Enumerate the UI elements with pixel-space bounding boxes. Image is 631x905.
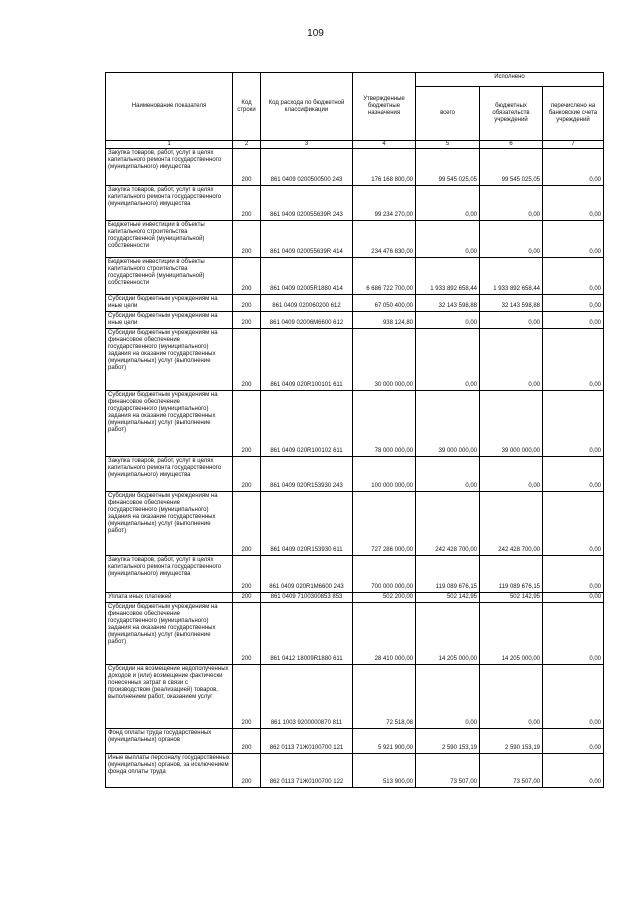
row-name: Субсидии бюджетным учреждениям на финансовое обеспечение государственного (муниципального) задания на оказание государственных (муниципальных) услуг (выполнение работ) xyxy=(106,603,233,665)
executed-budget-institutions: 0,00 xyxy=(480,221,543,258)
budget-code: 861 0409 7100300853 853 xyxy=(261,593,353,603)
row-name: Субсидии бюджетным учреждениям на иные цели xyxy=(106,312,233,329)
approved-amount: 234 476 830,00 xyxy=(353,221,416,258)
budget-code: 862 0113 71Ж0100700 121 xyxy=(261,729,353,754)
header-bank-accounts: перечислено на банковские счета учреждений xyxy=(543,87,604,141)
row-name: Уплата иных платежей xyxy=(106,593,233,603)
table-row xyxy=(106,391,604,457)
approved-amount: 78 000 000,00 xyxy=(353,391,416,457)
approved-amount: 67 050 400,00 xyxy=(353,295,416,312)
transferred-bank-accounts: 0,00 xyxy=(543,312,604,329)
budget-code: 861 0409 020R153930 611 xyxy=(261,492,353,556)
executed-budget-institutions: 73 507,00 xyxy=(480,754,543,788)
approved-amount: 30 000 000,00 xyxy=(353,329,416,391)
approved-amount: 700 000 000,00 xyxy=(353,556,416,593)
row-name: Фонд оплаты труда государственных (муниципальных) органов xyxy=(106,729,233,754)
approved-amount: 6 686 722 700,00 xyxy=(353,258,416,295)
header-total: всего xyxy=(416,87,480,141)
transferred-bank-accounts: 0,00 xyxy=(543,457,604,492)
table-row xyxy=(106,665,604,729)
row-name: Субсидии бюджетным учреждениям на финансовое обеспечение государственного (муниципального) задания на оказание государственных (муниципальных) услуг (выполнение работ) xyxy=(106,391,233,457)
header-budget-institutions: бюджетных обязательств учреждений xyxy=(480,87,543,141)
header-name: Наименование показателя xyxy=(106,73,233,141)
executed-total: 0,00 xyxy=(416,665,480,729)
executed-total: 0,00 xyxy=(416,329,480,391)
row-name: Закупка товаров, работ, услуг в целях капитального ремонта государственного (муниципального) имущества xyxy=(106,556,233,593)
budget-code: 861 0409 020055639R 243 xyxy=(261,186,353,221)
executed-total: 99 545 025,05 xyxy=(416,149,480,186)
transferred-bank-accounts: 0,00 xyxy=(543,665,604,729)
executed-budget-institutions: 0,00 xyxy=(480,186,543,221)
table-row xyxy=(106,457,604,492)
executed-total: 73 507,00 xyxy=(416,754,480,788)
header-budget-code: Код расхода по бюджетной классификации xyxy=(261,73,353,141)
executed-total: 32 143 598,88 xyxy=(416,295,480,312)
executed-budget-institutions: 39 000 000,00 xyxy=(480,391,543,457)
row-name: Закупка товаров, работ, услуг в целях капитального ремонта государственного (муниципального) имущества xyxy=(106,186,233,221)
column-numbers-row xyxy=(106,141,604,149)
executed-total: 39 000 000,00 xyxy=(416,391,480,457)
executed-budget-institutions: 119 089 676,15 xyxy=(480,556,543,593)
approved-amount: 5 921 900,00 xyxy=(353,729,416,754)
transferred-bank-accounts: 0,00 xyxy=(543,186,604,221)
column-number: 1 xyxy=(106,141,233,149)
transferred-bank-accounts: 0,00 xyxy=(543,391,604,457)
table-row xyxy=(106,492,604,556)
table-row xyxy=(106,603,604,665)
header-executed: Исполнено xyxy=(416,73,604,87)
approved-amount: 72 518,08 xyxy=(353,665,416,729)
executed-budget-institutions: 99 545 025,05 xyxy=(480,149,543,186)
executed-total: 2 590 153,19 xyxy=(416,729,480,754)
table-row xyxy=(106,258,604,295)
table-row xyxy=(106,221,604,258)
row-name: Иные выплаты персоналу государственных (муниципальных) органов, за исключением фонда оплаты труда xyxy=(106,754,233,788)
column-number: 7 xyxy=(543,141,604,149)
budget-code: 861 0409 0200500500 243 xyxy=(261,149,353,186)
table-row xyxy=(106,312,604,329)
budget-code: 861 0409 020R1М6600 243 xyxy=(261,556,353,593)
row-name: Субсидии бюджетным учреждениям на иные цели xyxy=(106,295,233,312)
row-name: Закупка товаров, работ, услуг в целях капитального ремонта государственного (муниципального) имущества xyxy=(106,149,233,186)
executed-total: 119 089 676,15 xyxy=(416,556,480,593)
executed-total: 1 933 892 658,44 xyxy=(416,258,480,295)
table-row xyxy=(106,556,604,593)
transferred-bank-accounts: 0,00 xyxy=(543,754,604,788)
executed-budget-institutions: 14 205 000,00 xyxy=(480,603,543,665)
transferred-bank-accounts: 0,00 xyxy=(543,729,604,754)
row-name: Закупка товаров, работ, услуг в целях капитального ремонта государственного (муниципального) имущества xyxy=(106,457,233,492)
line-code: 200 xyxy=(233,329,261,391)
budget-code: 861 0409 02006М6600 612 xyxy=(261,312,353,329)
executed-budget-institutions: 0,00 xyxy=(480,312,543,329)
table-row xyxy=(106,593,604,603)
budget-code: 862 0113 71Ж0100700 122 xyxy=(261,754,353,788)
column-number: 4 xyxy=(353,141,416,149)
column-number: 3 xyxy=(261,141,353,149)
approved-amount: 502 200,00 xyxy=(353,593,416,603)
approved-amount: 100 000 000,00 xyxy=(353,457,416,492)
executed-budget-institutions: 242 428 700,00 xyxy=(480,492,543,556)
row-name: Бюджетные инвестиции в объекты капитального строительства государственной (муниципальной) собственности xyxy=(106,221,233,258)
column-number: 5 xyxy=(416,141,480,149)
line-code: 200 xyxy=(233,186,261,221)
approved-amount: 727 286 000,00 xyxy=(353,492,416,556)
approved-amount: 513 900,00 xyxy=(353,754,416,788)
header-line-code: Код строки xyxy=(233,73,261,141)
line-code: 200 xyxy=(233,149,261,186)
table-row xyxy=(106,186,604,221)
line-code: 200 xyxy=(233,593,261,603)
executed-total: 242 428 700,00 xyxy=(416,492,480,556)
line-code: 200 xyxy=(233,556,261,593)
transferred-bank-accounts: 0,00 xyxy=(543,492,604,556)
column-number: 2 xyxy=(233,141,261,149)
table-row xyxy=(106,149,604,186)
table-row xyxy=(106,329,604,391)
budget-execution-table xyxy=(105,72,604,788)
transferred-bank-accounts: 0,00 xyxy=(543,149,604,186)
budget-code: 861 0409 020R100101 611 xyxy=(261,329,353,391)
row-name: Бюджетные инвестиции в объекты капитального строительства государственной (муниципальной) собственности xyxy=(106,258,233,295)
line-code: 200 xyxy=(233,457,261,492)
line-code: 200 xyxy=(233,295,261,312)
executed-total: 0,00 xyxy=(416,457,480,492)
budget-code: 861 0412 18009R1880 611 xyxy=(261,603,353,665)
transferred-bank-accounts: 0,00 xyxy=(543,603,604,665)
approved-amount: 176 168 800,00 xyxy=(353,149,416,186)
approved-amount: 99 234 270,00 xyxy=(353,186,416,221)
transferred-bank-accounts: 0,00 xyxy=(543,593,604,603)
executed-budget-institutions: 0,00 xyxy=(480,665,543,729)
line-code: 200 xyxy=(233,312,261,329)
approved-amount: 28 410 000,00 xyxy=(353,603,416,665)
page-number: 109 xyxy=(307,28,324,39)
header-approved: Утвержденные бюджетные назначения xyxy=(353,73,416,141)
table-row xyxy=(106,754,604,788)
line-code: 200 xyxy=(233,729,261,754)
transferred-bank-accounts: 0,00 xyxy=(543,221,604,258)
executed-budget-institutions: 0,00 xyxy=(480,329,543,391)
budget-code: 861 0409 020055639R 414 xyxy=(261,221,353,258)
executed-total: 14 205 000,00 xyxy=(416,603,480,665)
executed-budget-institutions: 0,00 xyxy=(480,457,543,492)
executed-budget-institutions: 502 142,95 xyxy=(480,593,543,603)
budget-code: 861 0409 020R100102 611 xyxy=(261,391,353,457)
executed-total: 502 142,95 xyxy=(416,593,480,603)
executed-budget-institutions: 1 933 892 658,44 xyxy=(480,258,543,295)
line-code: 200 xyxy=(233,221,261,258)
row-name: Субсидии на возмещение недополученных доходов и (или) возмещение фактически понесенных затрат в связи с производством (реализацией) товаров, выполнением работ, оказанием услуг xyxy=(106,665,233,729)
row-name: Субсидии бюджетным учреждениям на финансовое обеспечение государственного (муниципального) задания на оказание государственных (муниципальных) услуг (выполнение работ) xyxy=(106,329,233,391)
executed-budget-institutions: 32 143 598,88 xyxy=(480,295,543,312)
row-name: Субсидии бюджетным учреждениям на финансовое обеспечение государственного (муниципального) задания на оказание государственных (муниципальных) услуг (выполнение работ) xyxy=(106,492,233,556)
line-code: 200 xyxy=(233,258,261,295)
budget-code: 861 0409 020R153930 243 xyxy=(261,457,353,492)
column-number: 6 xyxy=(480,141,543,149)
executed-budget-institutions: 2 590 153,19 xyxy=(480,729,543,754)
table-row xyxy=(106,295,604,312)
line-code: 200 xyxy=(233,665,261,729)
budget-code: 861 1003 9200000870 811 xyxy=(261,665,353,729)
table-row xyxy=(106,729,604,754)
approved-amount: 938 124,80 xyxy=(353,312,416,329)
transferred-bank-accounts: 0,00 xyxy=(543,295,604,312)
budget-code: 861 0409 02005R1880 414 xyxy=(261,258,353,295)
line-code: 200 xyxy=(233,603,261,665)
transferred-bank-accounts: 0,00 xyxy=(543,258,604,295)
line-code: 200 xyxy=(233,754,261,788)
line-code: 200 xyxy=(233,391,261,457)
executed-total: 0,00 xyxy=(416,221,480,258)
executed-total: 0,00 xyxy=(416,186,480,221)
executed-total: 0,00 xyxy=(416,312,480,329)
transferred-bank-accounts: 0,00 xyxy=(543,329,604,391)
transferred-bank-accounts: 0,00 xyxy=(543,556,604,593)
line-code: 200 xyxy=(233,492,261,556)
budget-code: 861 0409 020060200 612 xyxy=(261,295,353,312)
